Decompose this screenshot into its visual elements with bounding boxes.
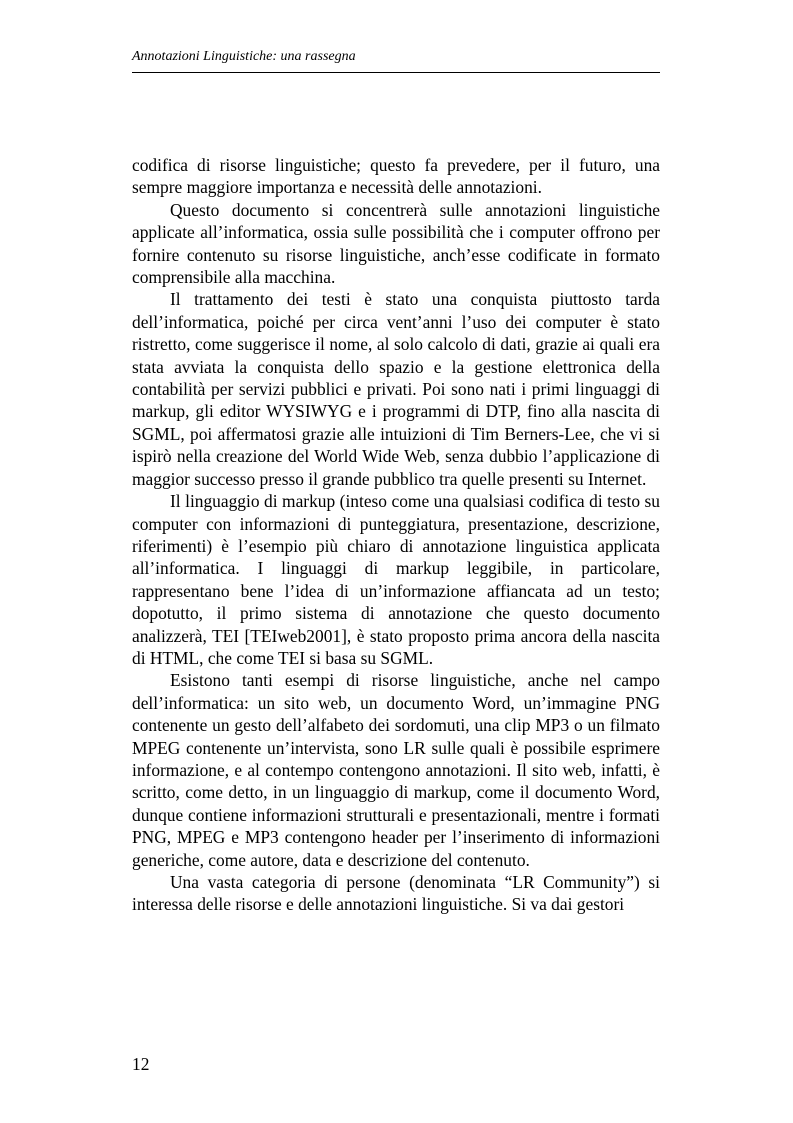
paragraph-4: Il linguaggio di markup (inteso come una qualsiasi codifica di testo su computer con informazioni di punteggiatura, presentazione, descrizione, riferimenti) è l’esempio più chiaro di annotazione linguistica applicata all’informatica. I linguaggi di markup leggibile, in particolare, rappresentano bene l’idea di un’informazione affiancata ad un testo; dopotutto, il primo sistema di annotazione che questo documento analizzerà, TEI [TEIweb2001], è stato proposto prima ancora della nascita di HTML, che come TEI si basa su SGML. — [132, 491, 660, 668]
paragraph-2: Questo documento si concentrerà sulle annotazioni linguistiche applicate all’informatica, ossia sulle possibilità che i computer offrono per fornire contenuto su risorse linguistiche, anch’esse codificate in formato comprensibile alla macchina. — [132, 199, 660, 288]
body-text — [132, 154, 660, 916]
running-header: Annotazioni Linguistiche: una rassegna — [132, 49, 356, 64]
paragraph-5: Esistono tanti esempi di risorse linguistiche, anche nel campo dell’informatica: un sito web, un documento Word, un’immagine PNG contenente un gesto dell’alfabeto dei sordomuti, una clip MP3 o un filmato MPEG contenente un’intervista, sono LR sulle quali è possibile esprimere informazione, e al contempo contengono annotazioni. Il sito web, infatti, è scritto, come detto, in un linguaggio di markup, come il documento Word, dunque contiene informazioni strutturali e presentazionali, mentre i formati PNG, MPEG e MP3 contengono header per l’inserimento di informazioni generiche, come autore, data e descrizione del contenuto. — [132, 670, 660, 870]
header-rule — [132, 72, 660, 73]
paragraph-3: Il trattamento dei testi è stato una conquista piuttosto tarda dell’informatica, poiché per circa vent’anni l’uso dei computer è stato ristretto, come suggerisce il nome, al solo calcolo di dati, grazie ai quali era stata avviata la conquista dello spazio e la gestione elettronica della contabilità per servizi pubblici e privati. Poi sono nati i primi linguaggi di markup, gli editor WYSIWYG e i programmi di DTP, fino alla nascita di SGML, poi affermatosi grazie alle intuizioni di Tim Berners-Lee, che vi si ispirò nella creazione del World Wide Web, senza dubbio l’applicazione di maggior successo presso il grande pubblico tra quelle presenti su Internet. — [132, 289, 660, 489]
paragraph-1: codifica di risorse linguistiche; questo fa prevedere, per il futuro, una sempre maggiore importanza e necessità delle annotazioni. — [132, 155, 660, 198]
page-number: 12 — [132, 1054, 150, 1074]
paragraph-6: Una vasta categoria di persone (denominata “LR Community”) si interessa delle risorse e delle annotazioni linguistiche. Si va dai gestori — [132, 872, 660, 915]
